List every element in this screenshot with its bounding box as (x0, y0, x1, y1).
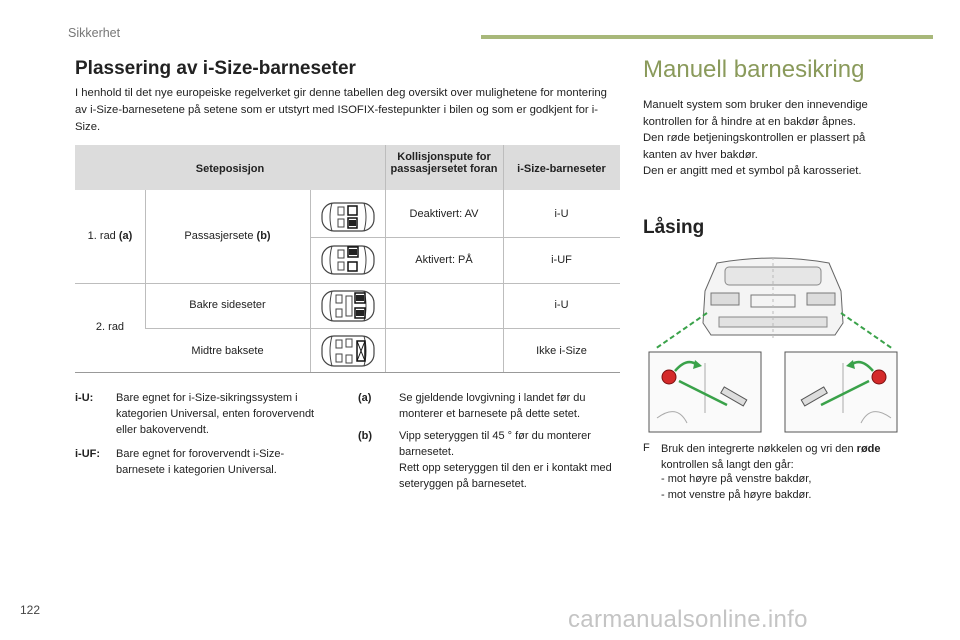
seat-rear-middle: Midtre baksete (191, 345, 264, 357)
seat-rear-side: Bakre sideseter (189, 299, 266, 311)
airbag-on: Aktivert: PÅ (415, 254, 473, 266)
note-a-label: (a) (358, 392, 372, 404)
bullet-text (661, 441, 911, 473)
section-title: Manuell barnesikring (643, 56, 865, 83)
car-seat-icon (320, 243, 376, 277)
isize-not: Ikke i-Size (536, 345, 587, 357)
car-seat-icon (320, 288, 376, 324)
row-label-ref: (a) (118, 230, 133, 242)
note-iuf-label: i-UF: (75, 448, 101, 460)
grid-line (310, 237, 620, 238)
section-label: Sikkerhet (68, 26, 121, 40)
note-a-text: Se gjeldende lovgivning i landet før du monterer et barnesete på dette setet. (399, 392, 586, 420)
note-iu-label: i-U: (75, 392, 94, 404)
row-label-text: 1. rad (87, 230, 116, 242)
section-bar (481, 35, 933, 39)
note-b-text: Vipp seteryggen til 45 ° før du monterer barnesetet. Rett opp seteryggen til den er i kontakt med seteryggen på barnesetet. (399, 430, 612, 490)
intro-paragraph: I henhold til det nye europeiske regelverket gir denne tabellen deg oversikt over mulighetene for montering av i-Size-barnesetene på setene som er utstyrt med ISOFIX-festepunkter i bilen og som er godkjent for i-Size. (75, 87, 607, 133)
note-b-label: (b) (358, 430, 373, 442)
grid-line (75, 283, 620, 284)
child-lock-illustration (647, 253, 899, 435)
isize-iu-2: i-U (554, 299, 569, 311)
note-iu-text: Bare egnet for i-Size-sikringssystem i kategorien Universal, enten forovervendt eller bakovervendt. (116, 392, 315, 436)
row-label-second: 2. rad (95, 321, 125, 333)
page-title: Plassering av i-Size-barneseter (75, 58, 356, 79)
bullet-text-post: kontrollen så langt den går: (661, 459, 794, 471)
grid-line (310, 190, 311, 373)
section-intro: Manuelt system som bruker den innevendige kontrollen for å hindre at en bakdør åpnes. Den røde betjeningskontrollen er plassert på kanten av hver bakdør. Den er angitt med et symbol på karosseriet. (643, 99, 868, 177)
seat-passenger (145, 230, 310, 242)
car-seat-icon (320, 200, 376, 234)
isize-table (75, 145, 620, 373)
sub-item-right-door: - mot venstre på høyre bakdør. (661, 489, 812, 501)
header-airbag: Kollisjonspute for passasjersetet foran (390, 151, 498, 175)
watermark: carmanualsonline.info (568, 606, 808, 633)
seat-passenger-ref: (b) (256, 230, 271, 242)
note-iuf-text: Bare egnet for forovervendt i-Size-barnesete i kategorien Universal. (116, 448, 285, 476)
seat-passenger-text: Passasjersete (184, 230, 254, 242)
grid-line (145, 328, 620, 329)
grid-line (75, 372, 620, 373)
sub-item-left-door: - mot høyre på venstre bakdør, (661, 473, 812, 485)
row-label-first (75, 230, 145, 242)
header-isize: i-Size-barneseter (517, 163, 606, 175)
bullet-symbol: F (643, 442, 650, 454)
car-seat-icon (320, 333, 376, 369)
bullet-text-pre: Bruk den integrerte nøkkelen og vri den (661, 443, 854, 455)
subsection-title: Låsing (643, 217, 705, 238)
isize-iu-1: i-U (554, 208, 569, 220)
bullet-bold: røde (856, 443, 881, 455)
page-number: 122 (20, 603, 41, 617)
isize-iuf: i-UF (551, 254, 572, 266)
airbag-off: Deaktivert: AV (409, 208, 479, 220)
header-seat-position: Seteposisjon (195, 163, 265, 175)
